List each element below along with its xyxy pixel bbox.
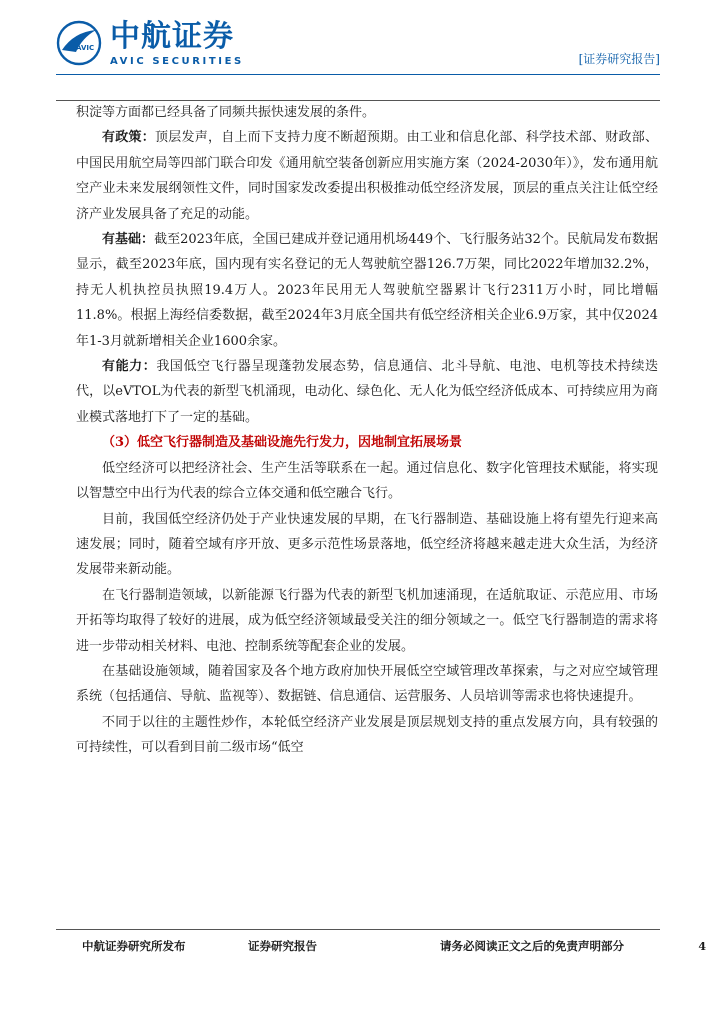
footer-disclaimer: 请务必阅读正文之后的免责声明部分 — [440, 939, 624, 953]
footer-publisher: 中航证券研究所发布 — [82, 939, 186, 953]
paragraph: 目前，我国低空经济仍处于产业快速发展的早期，在飞行器制造、基础设施上将有望先行迎来高速发展；同时，随着空域有序开放、更多示范性场景落地，低空经济将越来越走进大众生活，为经济发展带来新动能。 — [76, 511, 658, 578]
document-body — [76, 100, 658, 761]
brand-name-cn: 中航证券 — [110, 19, 234, 54]
capability-text: 我国低空飞行器呈现蓬勃发展态势，信息通信、北斗导航、电池、电机等技术持续迭代，以eVTOL为代表的新型飞机涌现，电动化、绿色化、无人化为低空经济低成本、可持续应用为商业模式落地打下了一定的基础。 — [76, 359, 658, 425]
paragraph: 低空经济可以把经济社会、生产生活等联系在一起。通过信息化、数字化管理技术赋能，将实现以智慧空中出行为代表的综合立体交通和低空融合飞行。 — [76, 460, 658, 502]
footer-report-type: 证券研究报告 — [248, 939, 317, 953]
report-type-tag: [证券研究报告] — [578, 52, 660, 66]
paragraph-capability — [76, 354, 658, 430]
section-subheading: （3）低空飞行器制造及基础设施先行发力，因地制宜拓展场景 — [102, 435, 463, 451]
svg-text:AVIC: AVIC — [76, 44, 95, 52]
paragraph: 在基础设施领域，随着国家及各个地方政府加快开展低空空域管理改革探索，与之对应空域管理系统（包括通信、导航、监视等）、数据链、信息通信、运营服务、人员培训等需求也将快速提升。 — [76, 663, 658, 705]
page-number: 4 — [698, 940, 706, 953]
paragraph-policy — [76, 125, 658, 227]
capability-lead: 有能力： — [102, 359, 157, 375]
paragraph: 不同于以往的主题性炒作，本轮低空经济产业发展是顶层规划支持的重点发展方向，具有较强的可持续性，可以看到目前二级市场“低空 — [76, 714, 658, 756]
page-header — [0, 0, 724, 100]
paragraph: 在飞行器制造领域，以新能源飞行器为代表的新型飞机加速涌现，在适航取证、示范应用、市场开拓等均取得了较好的进展，成为低空经济领域最受关注的细分领域之一。低空飞行器制造的需求将进一步带动相关材料、电池、控制系统等配套企业的发展。 — [76, 587, 658, 654]
paragraph-foundation — [76, 227, 658, 354]
header-divider — [56, 74, 660, 75]
policy-lead: 有政策： — [102, 130, 155, 146]
avic-logo-icon — [56, 20, 102, 66]
paragraph-continued: 积淀等方面都已经具备了同频共振快速发展的条件。 — [76, 105, 376, 120]
foundation-lead: 有基础： — [102, 232, 155, 248]
footer-divider — [56, 929, 660, 930]
brand-name-en: AVIC SECURITIES — [110, 56, 244, 67]
policy-text: 顶层发声，自上而下支持力度不断超预期。由工业和信息化部、科学技术部、财政部、中国民用航空局等四部门联合印发《通用航空装备创新应用实施方案（2024-2030年）》，发布通用航空产业未来发展纲领性文件，同时国家发改委提出积极推动低空经济发展，顶层的重点关注让低空经济产业发展具备了充足的动能。 — [76, 130, 658, 222]
foundation-text: 截至2023年底，全国已建成并登记通用机场449个、飞行服务站32个。民航局发布数据显示，截至2023年底，国内现有实名登记的无人驾驶航空器126.7万架，同比2022年增加32.2%，持无人机执控员执照19.4万人。2023年民用无人驾驶航空器累计飞行2311万小时，同比增幅11.8%。根据上海经信委数据，截至2024年3月底全国共有低空经济相关企业6.9万家，其中仅2024年1-3月就新增相关企业1600余家。 — [76, 232, 658, 349]
